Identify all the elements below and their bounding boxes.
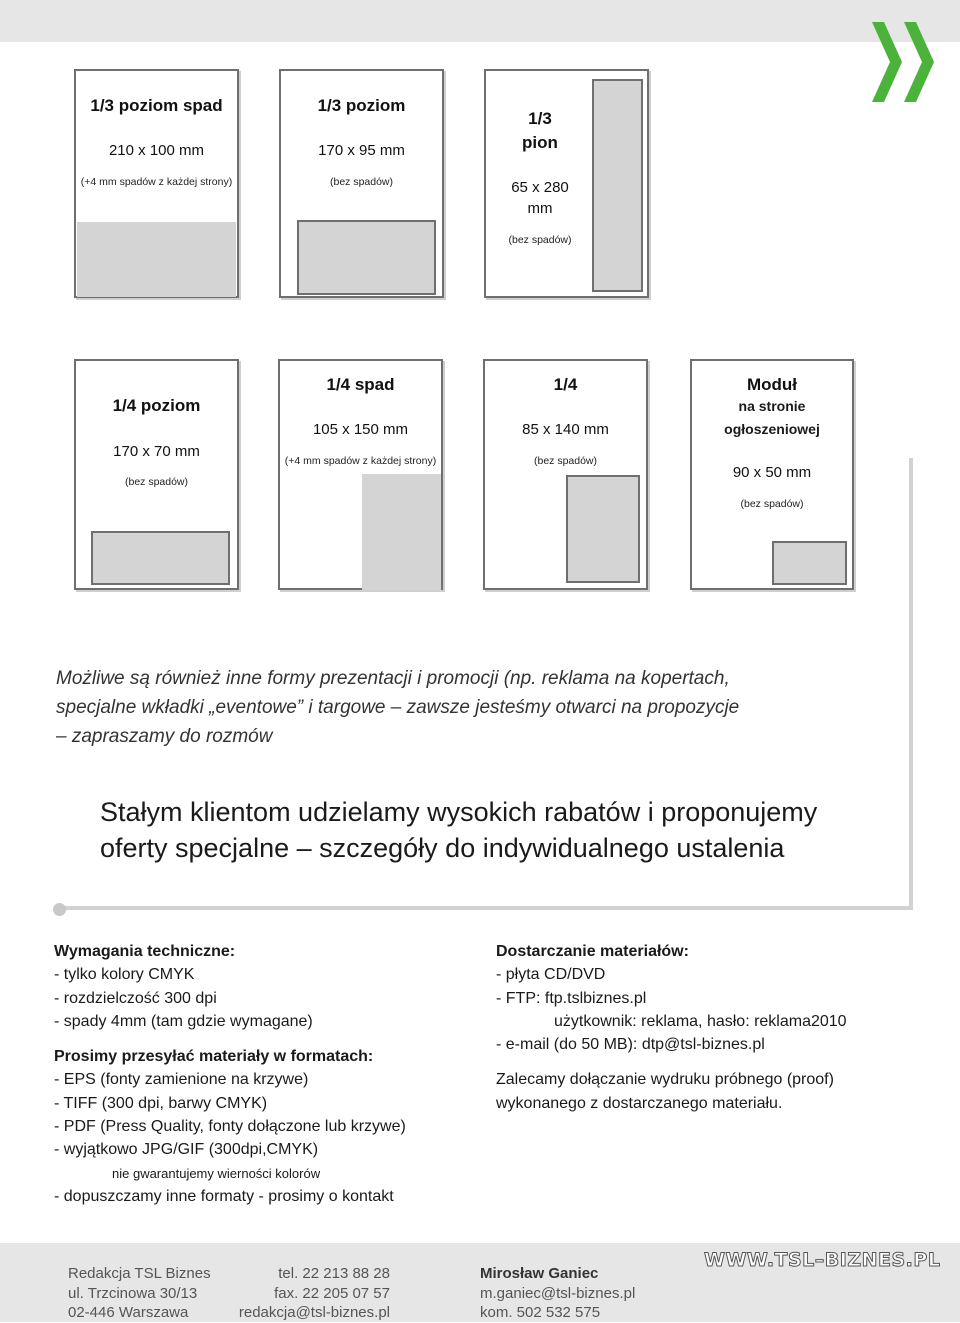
ad-format-card-1-3-pion — [484, 69, 649, 298]
card-size: 170 x 95 mm — [318, 142, 405, 159]
footer-line: fax. 22 205 07 57 — [274, 1284, 390, 1302]
card-title: 1/4 — [553, 375, 578, 394]
card-title: 1/4 spad — [326, 375, 395, 394]
list-item: - płyta CD/DVD — [496, 966, 606, 984]
note-line: Możliwe są również inne formy prezentacji i promocji (np. reklama na kopertach, — [56, 668, 730, 689]
card-title: Moduł — [746, 375, 798, 394]
footer-person — [480, 1264, 635, 1323]
card-size: 210 x 100 mm — [108, 142, 205, 159]
statement-line: Stałym klientom udzielamy wysokich rabatów i proponujemy — [100, 797, 818, 827]
ad-area-preview — [772, 541, 847, 585]
ad-area-preview — [592, 79, 643, 292]
list-item-note: nie gwarantujemy wierności kolorów — [112, 1165, 321, 1181]
card-title: 1/4 poziom — [112, 396, 201, 415]
list-item: - dopuszczamy inne formaty - prosimy o kontakt — [54, 1187, 394, 1205]
list-item: - rozdzielczość 300 dpi — [54, 989, 217, 1007]
ad-area-preview — [297, 220, 436, 295]
statement-line: oferty specjalne – szczegóły do indywidualnego ustalenia — [100, 833, 785, 863]
ad-area-preview — [566, 475, 640, 583]
section-heading: Wymagania techniczne: — [54, 943, 236, 960]
card-size: 90 x 50 mm — [732, 464, 812, 481]
note-line: specjalne wkładki „eventowe” i targowe – zawsze jesteśmy otwarci na propozycje — [56, 697, 740, 718]
note-line: – zapraszamy do rozmów — [56, 726, 273, 747]
discount-statement — [100, 794, 920, 866]
list-item: - FTP: ftp.tslbiznes.pl — [496, 989, 647, 1007]
ad-area-preview — [91, 531, 230, 585]
recommendation-line: wykonanego z dostarczanego materiału. — [496, 1094, 783, 1112]
footer-line: redakcja@tsl-biznes.pl — [238, 1304, 390, 1321]
card-title-line1: 1/3 — [528, 109, 552, 128]
footer-line: Redakcja TSL Biznes — [68, 1265, 211, 1282]
card-size-line2: mm — [527, 200, 553, 217]
footer-address — [68, 1264, 211, 1323]
footer-name: Mirosław Ganiec — [480, 1265, 599, 1282]
footer-line: ul. Trzcinowa 30/13 — [68, 1284, 198, 1302]
technical-requirements — [54, 940, 484, 1208]
footer-line: kom. 502 532 575 — [480, 1304, 601, 1321]
card-note: (bez spadów) — [329, 176, 394, 188]
top-bar — [0, 0, 960, 42]
list-item: - spady 4mm (tam gdzie wymagane) — [54, 1012, 313, 1030]
ftp-credentials: użytkownik: reklama, hasło: reklama2010 — [554, 1012, 847, 1030]
ad-format-card-1-3-poziom — [279, 69, 444, 298]
ad-format-card-1-4-spad — [278, 359, 443, 590]
card-size: 105 x 150 mm — [312, 421, 409, 438]
card-note: (bez spadów) — [740, 498, 804, 510]
other-forms-note — [56, 664, 876, 751]
card-subtitle-line2: ogłoszeniowej — [724, 421, 820, 437]
footer-contact — [236, 1264, 390, 1323]
section-heading: Dostarczanie materiałów: — [496, 943, 689, 960]
list-item: - EPS (fonty zamienione na krzywe) — [54, 1071, 309, 1089]
ad-format-card-1-4 — [483, 359, 648, 590]
card-title-line2: pion — [522, 133, 558, 152]
list-item: - PDF (Press Quality, fonty dołączone lub krzywe) — [54, 1118, 406, 1136]
ad-area-preview — [77, 222, 236, 297]
section-heading: Prosimy przesyłać materiały w formatach: — [54, 1048, 374, 1066]
footer-line: 02-446 Warszawa — [68, 1304, 189, 1321]
footer-line: tel. 22 213 88 28 — [278, 1265, 390, 1282]
card-note: (+4 mm spadów z każdej strony) — [80, 176, 233, 188]
card-size: 85 x 140 mm — [522, 421, 609, 438]
list-item: - TIFF (300 dpi, barwy CMYK) — [54, 1094, 268, 1112]
ad-format-card-modul — [690, 359, 854, 590]
card-title: 1/3 poziom — [317, 96, 406, 115]
card-note: (bez spadów) — [508, 234, 572, 246]
footer-line: m.ganiec@tsl-biznes.pl — [480, 1284, 636, 1302]
chevron-logo-icon — [866, 18, 942, 106]
list-item: - e-mail (do 50 MB): dtp@tsl-biznes.pl — [496, 1036, 765, 1054]
card-title: 1/3 poziom spad — [90, 96, 223, 115]
frame-dot — [53, 903, 66, 916]
recommendation-line: Zalecamy dołączanie wydruku próbnego (proof) — [496, 1071, 834, 1089]
website-link[interactable]: WWW.TSL–BIZNES.PL — [704, 1249, 941, 1271]
list-item: - tylko kolory CMYK — [54, 966, 195, 984]
frame-line-horizontal — [60, 906, 913, 910]
card-subtitle-line1: na stronie — [738, 398, 806, 414]
card-note: (bez spadów) — [533, 455, 598, 467]
ad-format-card-1-4-poziom — [74, 359, 239, 590]
card-note: (+4 mm spadów z każdej strony) — [284, 455, 437, 467]
card-size: 170 x 70 mm — [113, 443, 200, 460]
ad-format-card-1-3-poziom-spad — [74, 69, 239, 298]
material-delivery — [496, 940, 916, 1115]
list-item: - wyjątkowo JPG/GIF (300dpi,CMYK) — [54, 1141, 319, 1159]
card-size-line1: 65 x 280 — [511, 179, 569, 196]
ad-area-preview — [362, 474, 441, 590]
card-note: (bez spadów) — [124, 476, 189, 488]
